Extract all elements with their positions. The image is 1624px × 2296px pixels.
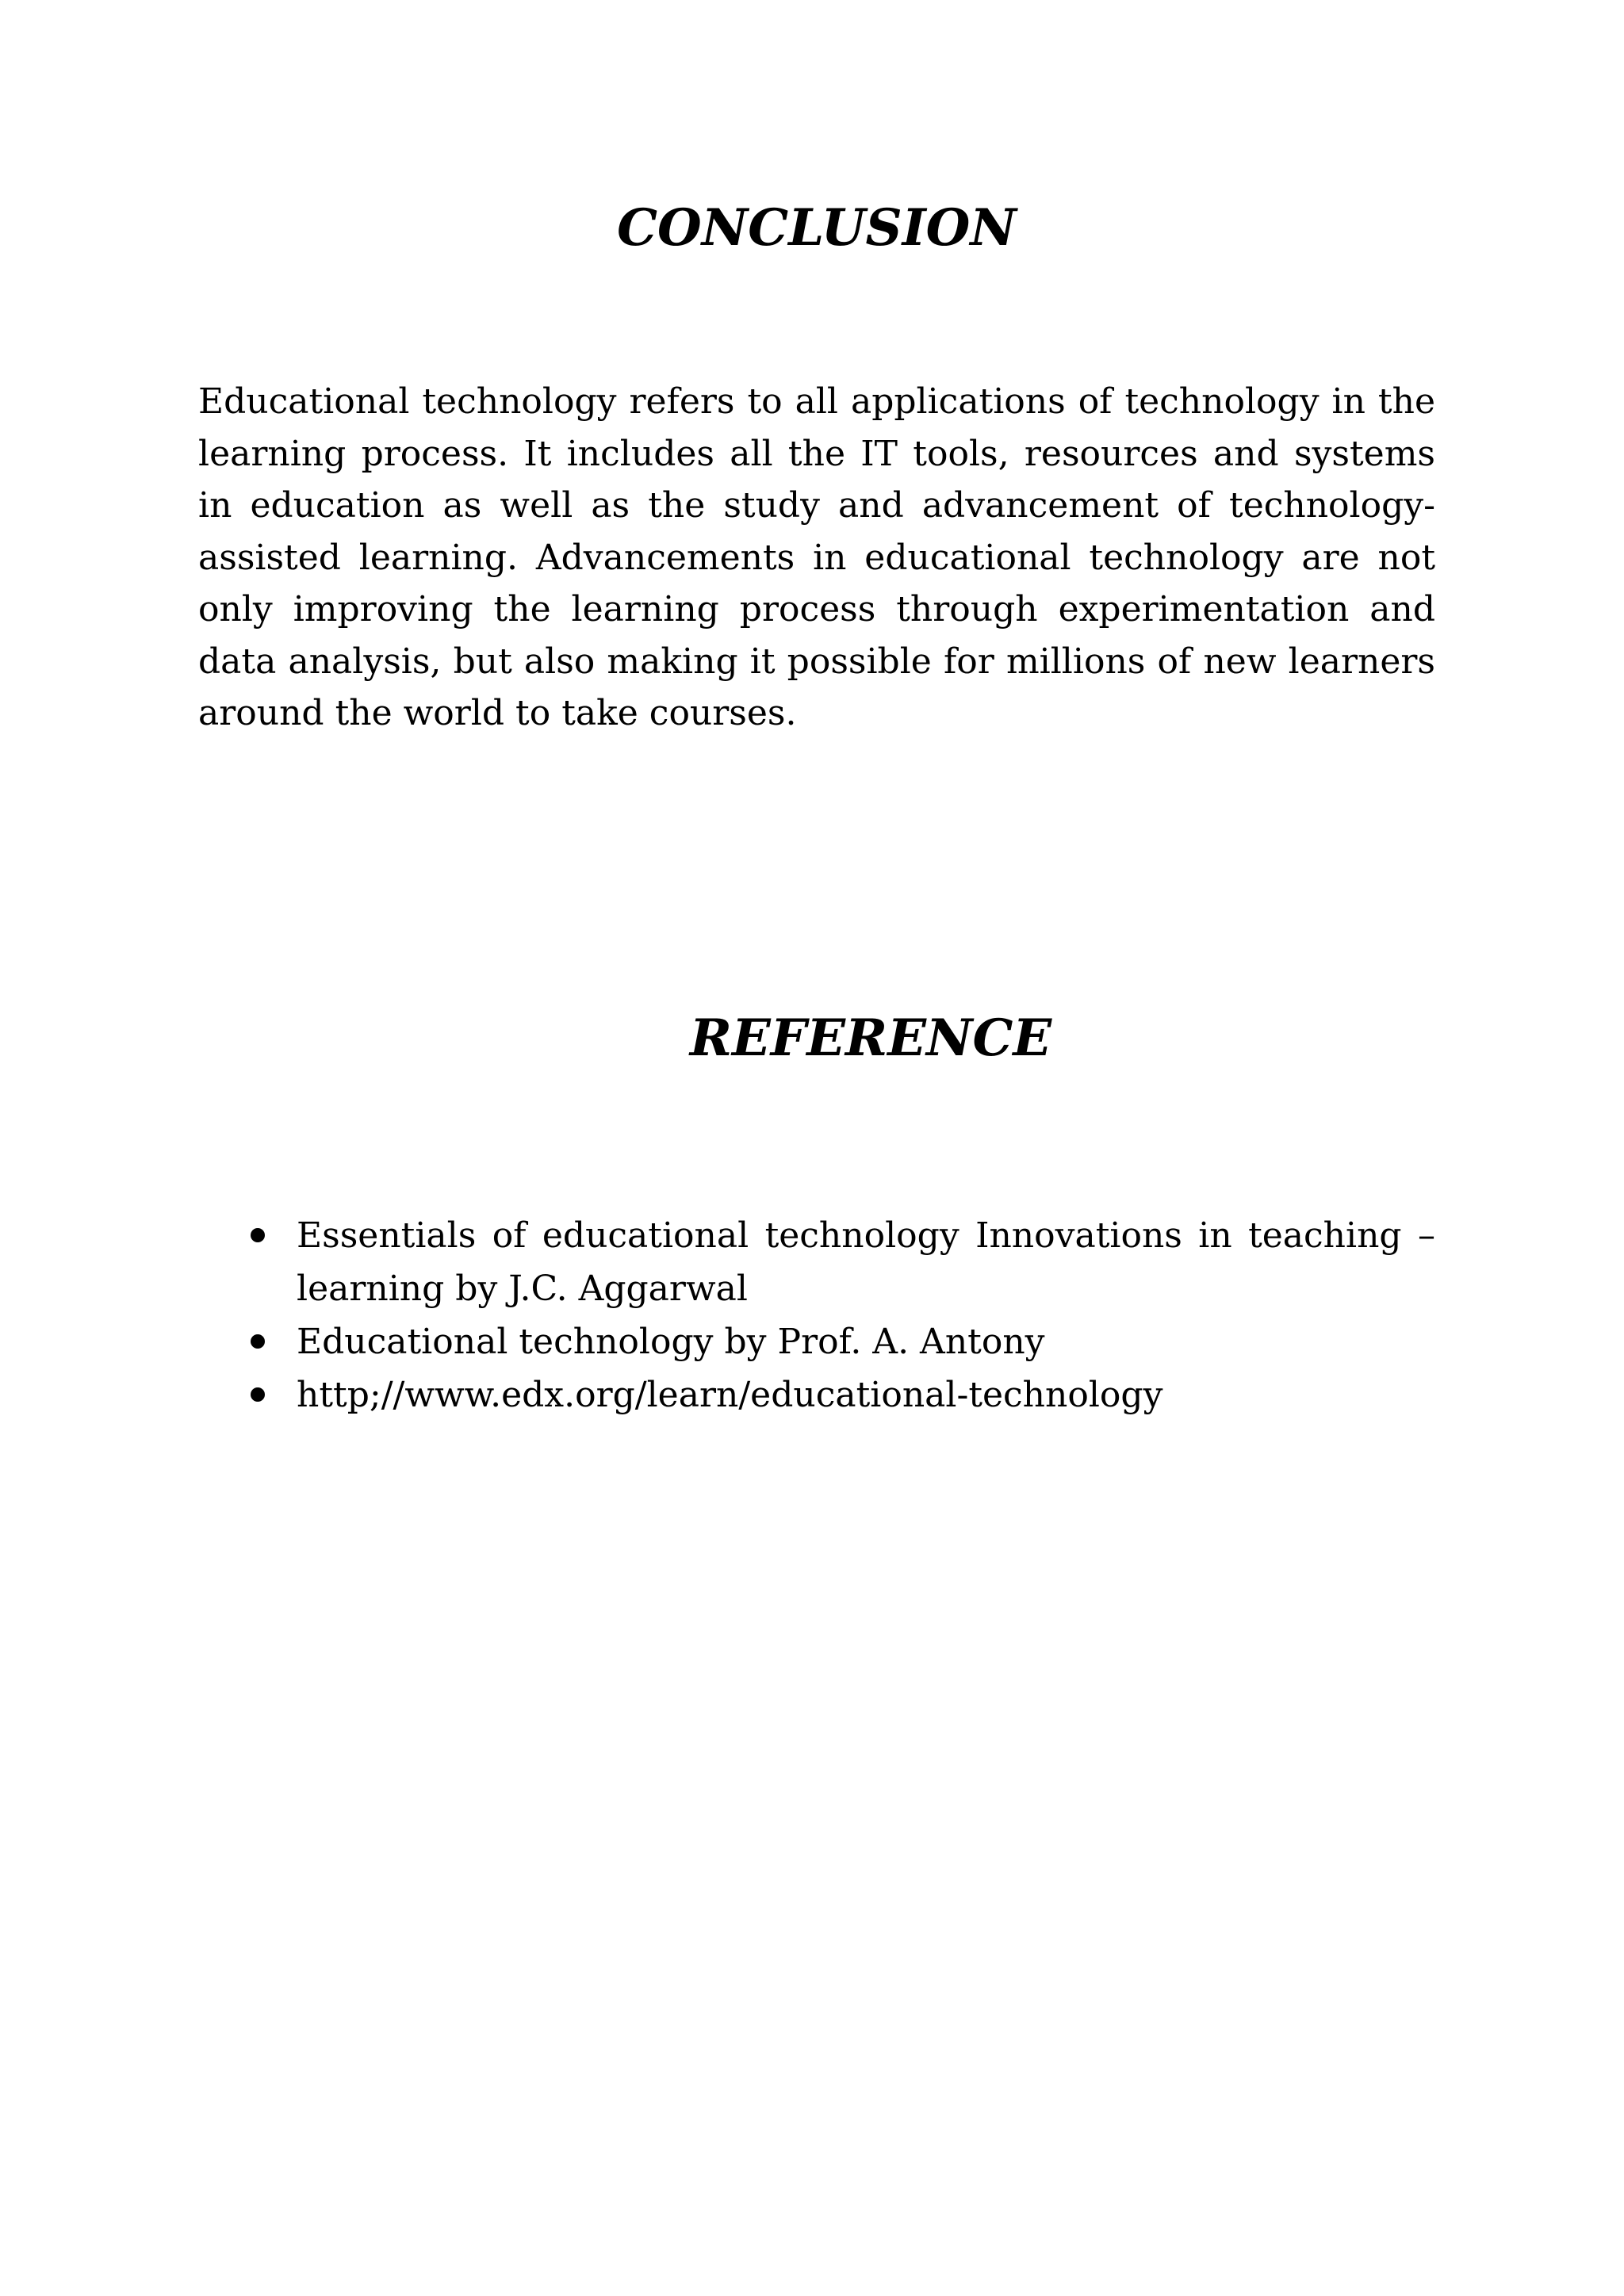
reference-list (243, 1209, 1435, 1422)
conclusion-paragraph: Educational technology refers to all applications of technology in the learning process. It includes all the IT tools, resources and systems in education as well as the study and advancement of technology-assisted learning. Advancements in educational technology are not only improving the learning process through experimentation and data analysis, but also making it possible for millions of new learners around the world to take courses. (198, 381, 1435, 733)
bullet-icon (251, 1334, 265, 1349)
bullet-icon (251, 1387, 265, 1402)
reference-heading: REFERENCE (689, 1008, 1052, 1068)
reference-item (243, 1315, 1435, 1368)
reference-item-text: http;//www.edx.org/learn/educational-technology (297, 1375, 1163, 1415)
conclusion-heading: CONCLUSION (617, 198, 1017, 258)
reference-item (243, 1368, 1435, 1422)
bullet-icon (251, 1228, 265, 1242)
reference-item-text: Essentials of educational technology Innovations in teaching – learning by J.C. Aggarwal (297, 1215, 1435, 1309)
reference-item-text: Educational technology by Prof. A. Antony (297, 1322, 1045, 1362)
reference-item (243, 1209, 1435, 1315)
